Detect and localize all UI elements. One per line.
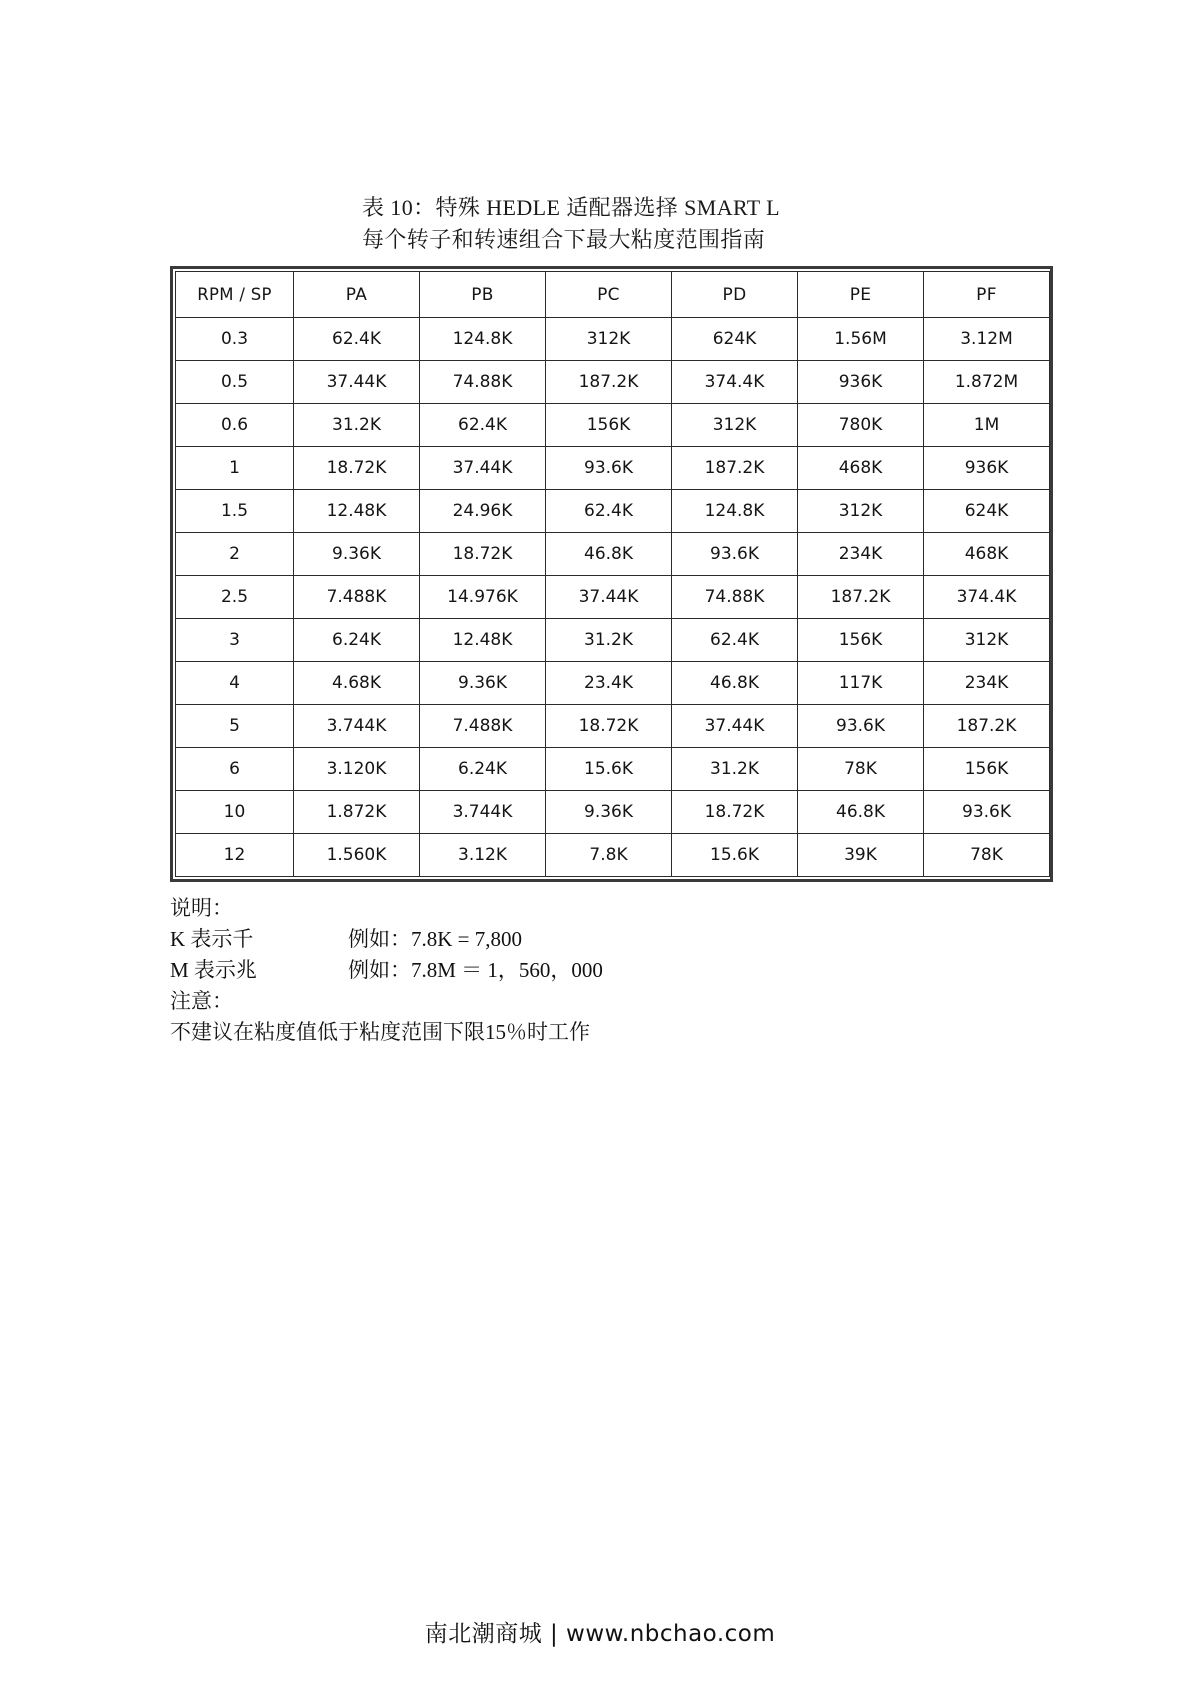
cell-pc: 15.6K bbox=[546, 748, 672, 791]
cell-pa: 6.24K bbox=[294, 619, 420, 662]
cell-pe: 117K bbox=[798, 662, 924, 705]
table-row bbox=[176, 662, 1050, 705]
column-header-pd: PD bbox=[672, 272, 798, 318]
cell-pf: 374.4K bbox=[924, 576, 1050, 619]
cell-pa: 9.36K bbox=[294, 533, 420, 576]
cell-pb: 14.976K bbox=[420, 576, 546, 619]
table-row bbox=[176, 619, 1050, 662]
note-row-mega bbox=[170, 955, 970, 986]
cell-rpm: 4 bbox=[176, 662, 294, 705]
note-m-example: 例如：7.8M ＝ 1，560，000 bbox=[348, 958, 603, 982]
cell-pe: 234K bbox=[798, 533, 924, 576]
cell-pb: 3.744K bbox=[420, 791, 546, 834]
cell-pc: 7.8K bbox=[546, 834, 672, 877]
table-row bbox=[176, 361, 1050, 404]
cell-pa: 7.488K bbox=[294, 576, 420, 619]
cell-pd: 187.2K bbox=[672, 447, 798, 490]
cell-rpm: 2 bbox=[176, 533, 294, 576]
cell-rpm: 0.3 bbox=[176, 318, 294, 361]
cell-pe: 93.6K bbox=[798, 705, 924, 748]
cell-pe: 78K bbox=[798, 748, 924, 791]
note-m-label: M 表示兆 bbox=[170, 958, 257, 982]
cell-rpm: 6 bbox=[176, 748, 294, 791]
table-row bbox=[176, 533, 1050, 576]
table-row bbox=[176, 705, 1050, 748]
cell-pc: 31.2K bbox=[546, 619, 672, 662]
cell-pa: 31.2K bbox=[294, 404, 420, 447]
cell-pa: 12.48K bbox=[294, 490, 420, 533]
cell-pa: 3.744K bbox=[294, 705, 420, 748]
cell-pf: 187.2K bbox=[924, 705, 1050, 748]
table-row bbox=[176, 404, 1050, 447]
cell-pf: 312K bbox=[924, 619, 1050, 662]
cell-pf: 624K bbox=[924, 490, 1050, 533]
table-body bbox=[176, 318, 1050, 877]
cell-pe: 468K bbox=[798, 447, 924, 490]
column-header-pb: PB bbox=[420, 272, 546, 318]
cell-pa: 3.120K bbox=[294, 748, 420, 791]
cell-pc: 46.8K bbox=[546, 533, 672, 576]
table-row bbox=[176, 748, 1050, 791]
column-header-pc: PC bbox=[546, 272, 672, 318]
note-k-label: K 表示千 bbox=[170, 927, 254, 951]
caution-text: 不建议在粘度值低于粘度范围下限15％时工作 bbox=[170, 1020, 590, 1044]
cell-pc: 156K bbox=[546, 404, 672, 447]
cell-pe: 156K bbox=[798, 619, 924, 662]
cell-pa: 1.560K bbox=[294, 834, 420, 877]
cell-pd: 37.44K bbox=[672, 705, 798, 748]
cell-rpm: 5 bbox=[176, 705, 294, 748]
cell-pe: 780K bbox=[798, 404, 924, 447]
cell-pb: 24.96K bbox=[420, 490, 546, 533]
cell-pc: 187.2K bbox=[546, 361, 672, 404]
column-header-pe: PE bbox=[798, 272, 924, 318]
cell-pf: 234K bbox=[924, 662, 1050, 705]
table-title-line-1: 表 10：特殊 HEDLE 适配器选择 SMART L bbox=[362, 195, 780, 220]
cell-pd: 74.88K bbox=[672, 576, 798, 619]
cell-pd: 18.72K bbox=[672, 791, 798, 834]
cell-pb: 62.4K bbox=[420, 404, 546, 447]
table-header bbox=[176, 272, 1050, 318]
cell-pc: 312K bbox=[546, 318, 672, 361]
table-row bbox=[176, 447, 1050, 490]
caution-heading: 注意： bbox=[170, 989, 233, 1013]
table-header-row bbox=[176, 272, 1050, 318]
table-row bbox=[176, 318, 1050, 361]
cell-pa: 37.44K bbox=[294, 361, 420, 404]
table-row bbox=[176, 834, 1050, 877]
table-row bbox=[176, 576, 1050, 619]
cell-rpm: 2.5 bbox=[176, 576, 294, 619]
cell-pd: 62.4K bbox=[672, 619, 798, 662]
cell-pd: 374.4K bbox=[672, 361, 798, 404]
cell-pe: 39K bbox=[798, 834, 924, 877]
cell-pe: 936K bbox=[798, 361, 924, 404]
cell-pd: 15.6K bbox=[672, 834, 798, 877]
cell-pc: 62.4K bbox=[546, 490, 672, 533]
cell-pf: 936K bbox=[924, 447, 1050, 490]
cell-pc: 18.72K bbox=[546, 705, 672, 748]
column-header-pf: PF bbox=[924, 272, 1050, 318]
cell-pf: 1M bbox=[924, 404, 1050, 447]
cell-pa: 18.72K bbox=[294, 447, 420, 490]
notes-heading: 说明： bbox=[170, 896, 233, 920]
cell-pd: 93.6K bbox=[672, 533, 798, 576]
cell-pb: 6.24K bbox=[420, 748, 546, 791]
cell-rpm: 3 bbox=[176, 619, 294, 662]
cell-rpm: 1.5 bbox=[176, 490, 294, 533]
cell-pe: 1.56M bbox=[798, 318, 924, 361]
cell-pb: 12.48K bbox=[420, 619, 546, 662]
cell-pd: 31.2K bbox=[672, 748, 798, 791]
cell-pf: 78K bbox=[924, 834, 1050, 877]
viscosity-table bbox=[175, 271, 1050, 877]
cell-pc: 37.44K bbox=[546, 576, 672, 619]
cell-pd: 624K bbox=[672, 318, 798, 361]
cell-pf: 1.872M bbox=[924, 361, 1050, 404]
cell-pe: 312K bbox=[798, 490, 924, 533]
table-title bbox=[362, 192, 1062, 256]
cell-pc: 93.6K bbox=[546, 447, 672, 490]
cell-pc: 23.4K bbox=[546, 662, 672, 705]
column-header-rpm-sp: RPM / SP bbox=[176, 272, 294, 318]
page-footer: 南北潮商城 | www.nbchao.com bbox=[424, 1621, 776, 1647]
cell-rpm: 0.5 bbox=[176, 361, 294, 404]
cell-pb: 124.8K bbox=[420, 318, 546, 361]
cell-pf: 156K bbox=[924, 748, 1050, 791]
note-k-example: 例如：7.8K = 7,800 bbox=[348, 927, 523, 951]
cell-pb: 18.72K bbox=[420, 533, 546, 576]
table-title-line-2: 每个转子和转速组合下最大粘度范围指南 bbox=[362, 227, 766, 252]
cell-pb: 3.12K bbox=[420, 834, 546, 877]
cell-rpm: 1 bbox=[176, 447, 294, 490]
table-row bbox=[176, 791, 1050, 834]
cell-pc: 9.36K bbox=[546, 791, 672, 834]
table-row bbox=[176, 490, 1050, 533]
cell-pa: 62.4K bbox=[294, 318, 420, 361]
viscosity-table-container bbox=[170, 266, 1053, 882]
cell-pf: 468K bbox=[924, 533, 1050, 576]
column-header-pa: PA bbox=[294, 272, 420, 318]
cell-pf: 3.12M bbox=[924, 318, 1050, 361]
cell-pe: 46.8K bbox=[798, 791, 924, 834]
notes-section bbox=[170, 893, 970, 1048]
cell-pb: 7.488K bbox=[420, 705, 546, 748]
cell-pd: 312K bbox=[672, 404, 798, 447]
cell-pe: 187.2K bbox=[798, 576, 924, 619]
cell-pa: 4.68K bbox=[294, 662, 420, 705]
cell-pb: 74.88K bbox=[420, 361, 546, 404]
note-row-kilo bbox=[170, 924, 970, 955]
cell-pb: 37.44K bbox=[420, 447, 546, 490]
cell-pd: 124.8K bbox=[672, 490, 798, 533]
cell-pa: 1.872K bbox=[294, 791, 420, 834]
cell-rpm: 12 bbox=[176, 834, 294, 877]
cell-pf: 93.6K bbox=[924, 791, 1050, 834]
cell-rpm: 0.6 bbox=[176, 404, 294, 447]
cell-pd: 46.8K bbox=[672, 662, 798, 705]
cell-rpm: 10 bbox=[176, 791, 294, 834]
cell-pb: 9.36K bbox=[420, 662, 546, 705]
